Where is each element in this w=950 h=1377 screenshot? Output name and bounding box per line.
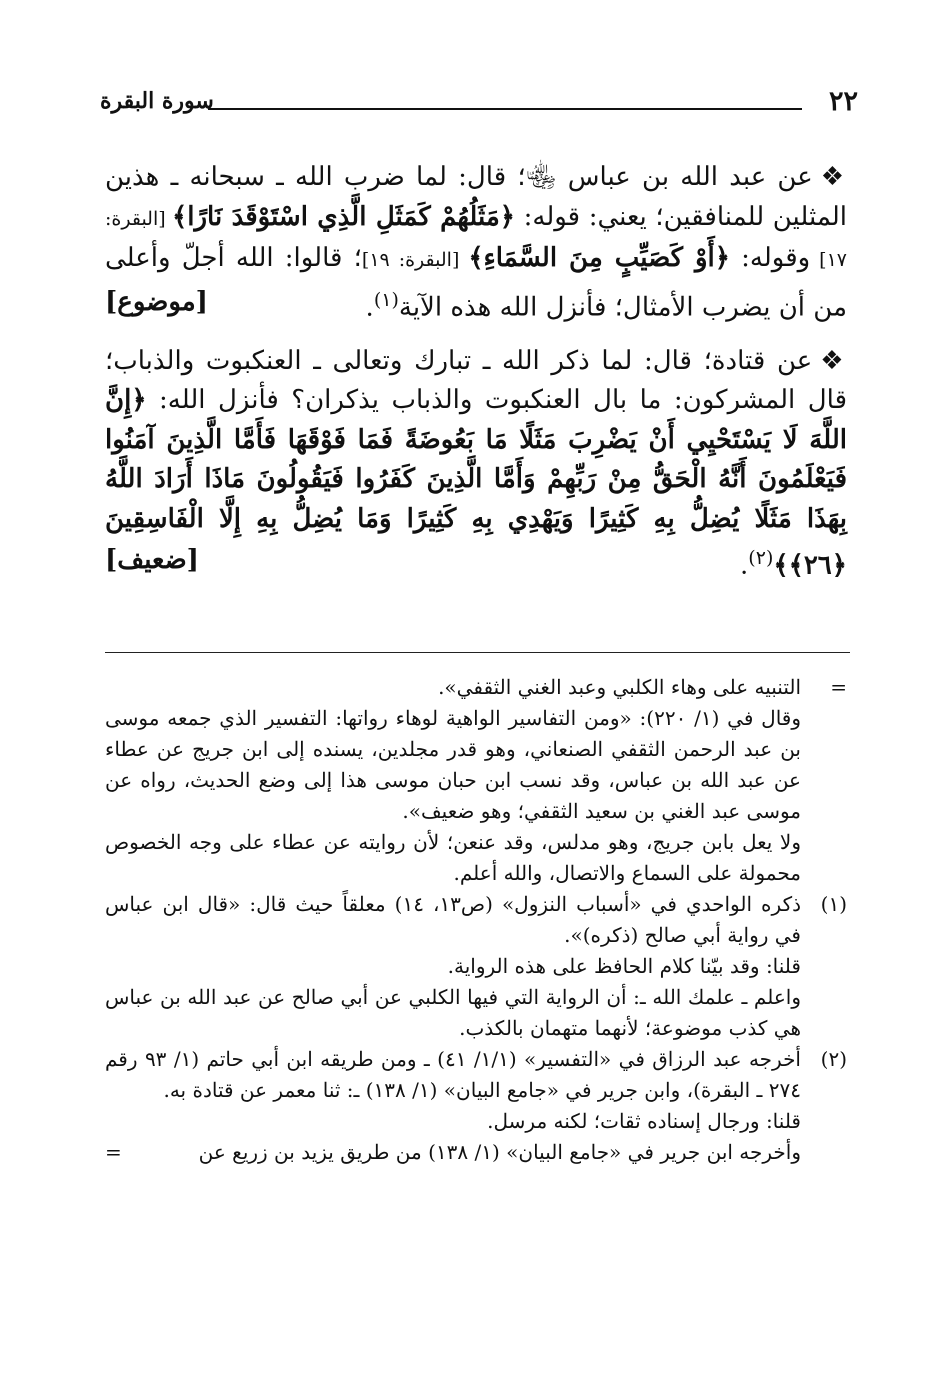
running-header: [100, 86, 858, 130]
footnote-line: أخرجه عبد الرزاق في «التفسير» (١/١/ ٤١) ـ ومن طريقه ابن أبي حاتم (١/ ٩٣ رقم ٢٧٤ ـ البقرة)، وابن جرير في «جامع البيان» (١/ ١٣٨) ـ: ثنا معمر عن قتادة به.: [105, 1047, 801, 1102]
narration-ibn-abbas: [105, 158, 847, 328]
text: عن قتادة؛ قال: لما ذكر الله ـ تبارك وتعالى ـ العنكبوت والذباب؛ قال المشركون: ما بال العنكبوت والذباب يذكران؟ فأنزل الله:: [105, 345, 847, 416]
footnote-line: ذكره الواحدي في «أسباب النزول» (ص١٣، ١٤) معلقاً حيث قال: «قال ابن عباس في رواية أبي صالح (ذكره)».: [105, 892, 801, 947]
footnote-separator: [105, 652, 850, 653]
footnote-line: قلنا: ورجال إسناده ثقات؛ لكنه مرسل.: [487, 1109, 801, 1133]
footnote-2: [105, 1044, 847, 1168]
continuation-mark: =: [830, 675, 847, 699]
text: وقوله:: [729, 243, 811, 273]
quran-verse: ﴿مَثَلُهُمْ كَمَثَلِ الَّذِي اسْتَوْقَدَ نَارًا﴾: [172, 201, 516, 232]
text: .: [740, 550, 749, 581]
footnote-line: [105, 1137, 801, 1168]
verse-reference: [البقرة: ١٧]: [105, 207, 847, 271]
narration-qatada: [105, 342, 847, 587]
footnote-ref: (١): [373, 288, 399, 311]
footnote-number: (٢): [820, 1047, 847, 1071]
footnote-line: ولا يعل بابن جريج، وهو مدلس، وقد عنعن؛ لأن روايته عن عطاء على وجه الخصوص محمولة على السماع والاتصال، والله أعلم.: [105, 830, 801, 885]
footnote-line: واعلم ـ علمك الله ـ: أن الرواية التي فيها الكلبي عن أبي صالح عن عبد الله بن عباس هي كذب موضوعة؛ لأنهما متهمان بالكذب.: [105, 985, 801, 1040]
footnote-line: التنبيه على وهاء الكلبي وعبد الغني الثقفي».: [438, 675, 801, 699]
text: .: [365, 292, 374, 323]
page-number: ٢٢: [828, 86, 858, 117]
footnote-ref: (٢): [748, 547, 774, 570]
text: عن عبد الله بن عباس ﵄؛ قال: لما ضرب الله ـ سبحانه ـ هذين المثلين للمنافقين؛ يعني: قوله:: [105, 162, 847, 232]
continuation-mark: =: [105, 1140, 122, 1164]
grading-label: [موضوع]: [105, 286, 208, 317]
footnotes: [105, 672, 847, 1168]
quran-verse: ﴿أَوْ كَصَيِّبٍ مِنَ السَّمَاءِ﴾: [468, 243, 730, 273]
text: ؛ قالوا: الله أجلّ وأعلى من أن يضرب الأمثال؛ فأنزل الله هذه الآية: [105, 243, 847, 323]
footnote-1: [105, 889, 847, 1044]
footnote-line: قلنا: وقد بيّنا كلام الحافظ على هذه الرواية.: [447, 954, 801, 978]
bullet-icon: ❖: [820, 162, 847, 192]
surah-title: سورة البقرة: [100, 88, 214, 114]
bullet-icon: ❖: [820, 345, 848, 376]
quran-verse: ﴿إِنَّ اللَّهَ لَا يَسْتَحْيِي أَنْ يَضْرِبَ مَثَلًا مَا بَعُوضَةً فَمَا فَوْقَهَا فَأَمَّا الَّذِينَ آمَنُوا فَيَعْلَمُونَ أَنَّهُ الْحَقُّ مِنْ رَبِّهِمْ وَأَمَّا الَّذِينَ كَفَرُوا فَيَقُولُونَ مَاذَا أَرَادَ اللَّهُ بِهَذَا مَثَلًا يُضِلُّ بِهِ كَثِيرًا وَيَهْدِي بِهِ كَثِيرًا وَمَا يُضِلُّ بِهِ إِلَّا الْفَاسِقِينَ ﴿٢٦﴾﴾: [105, 385, 847, 581]
footnote-number: (١): [820, 892, 847, 916]
verse-reference: [البقرة: ١٩]: [361, 249, 469, 271]
header-rule: [208, 108, 802, 110]
footnote-continued: [105, 672, 847, 889]
footnote-text: وأخرجه ابن جرير في «جامع البيان» (١/ ١٣٨) من طريق يزيد بن زريع عن: [198, 1140, 801, 1164]
footnote-line: وقال في (١/ ٢٢٠): «ومن التفاسير الواهية لوهاء رواتها: التفسير الذي جمعه موسى بن عبد الرحمن الثقفي الصنعاني، وهو قدر مجلدين، يسنده إلى ابن جريج عن عطاء عن عبد الله بن عباس، وقد نسب ابن حبان موسى هذا إلى وضع الحديث، رواه عن موسى عبد الغني بن سعيد الثقفي؛ وهو ضعيف».: [105, 706, 802, 823]
grading-label: [ضعيف]: [105, 545, 199, 576]
main-text: [105, 158, 847, 586]
